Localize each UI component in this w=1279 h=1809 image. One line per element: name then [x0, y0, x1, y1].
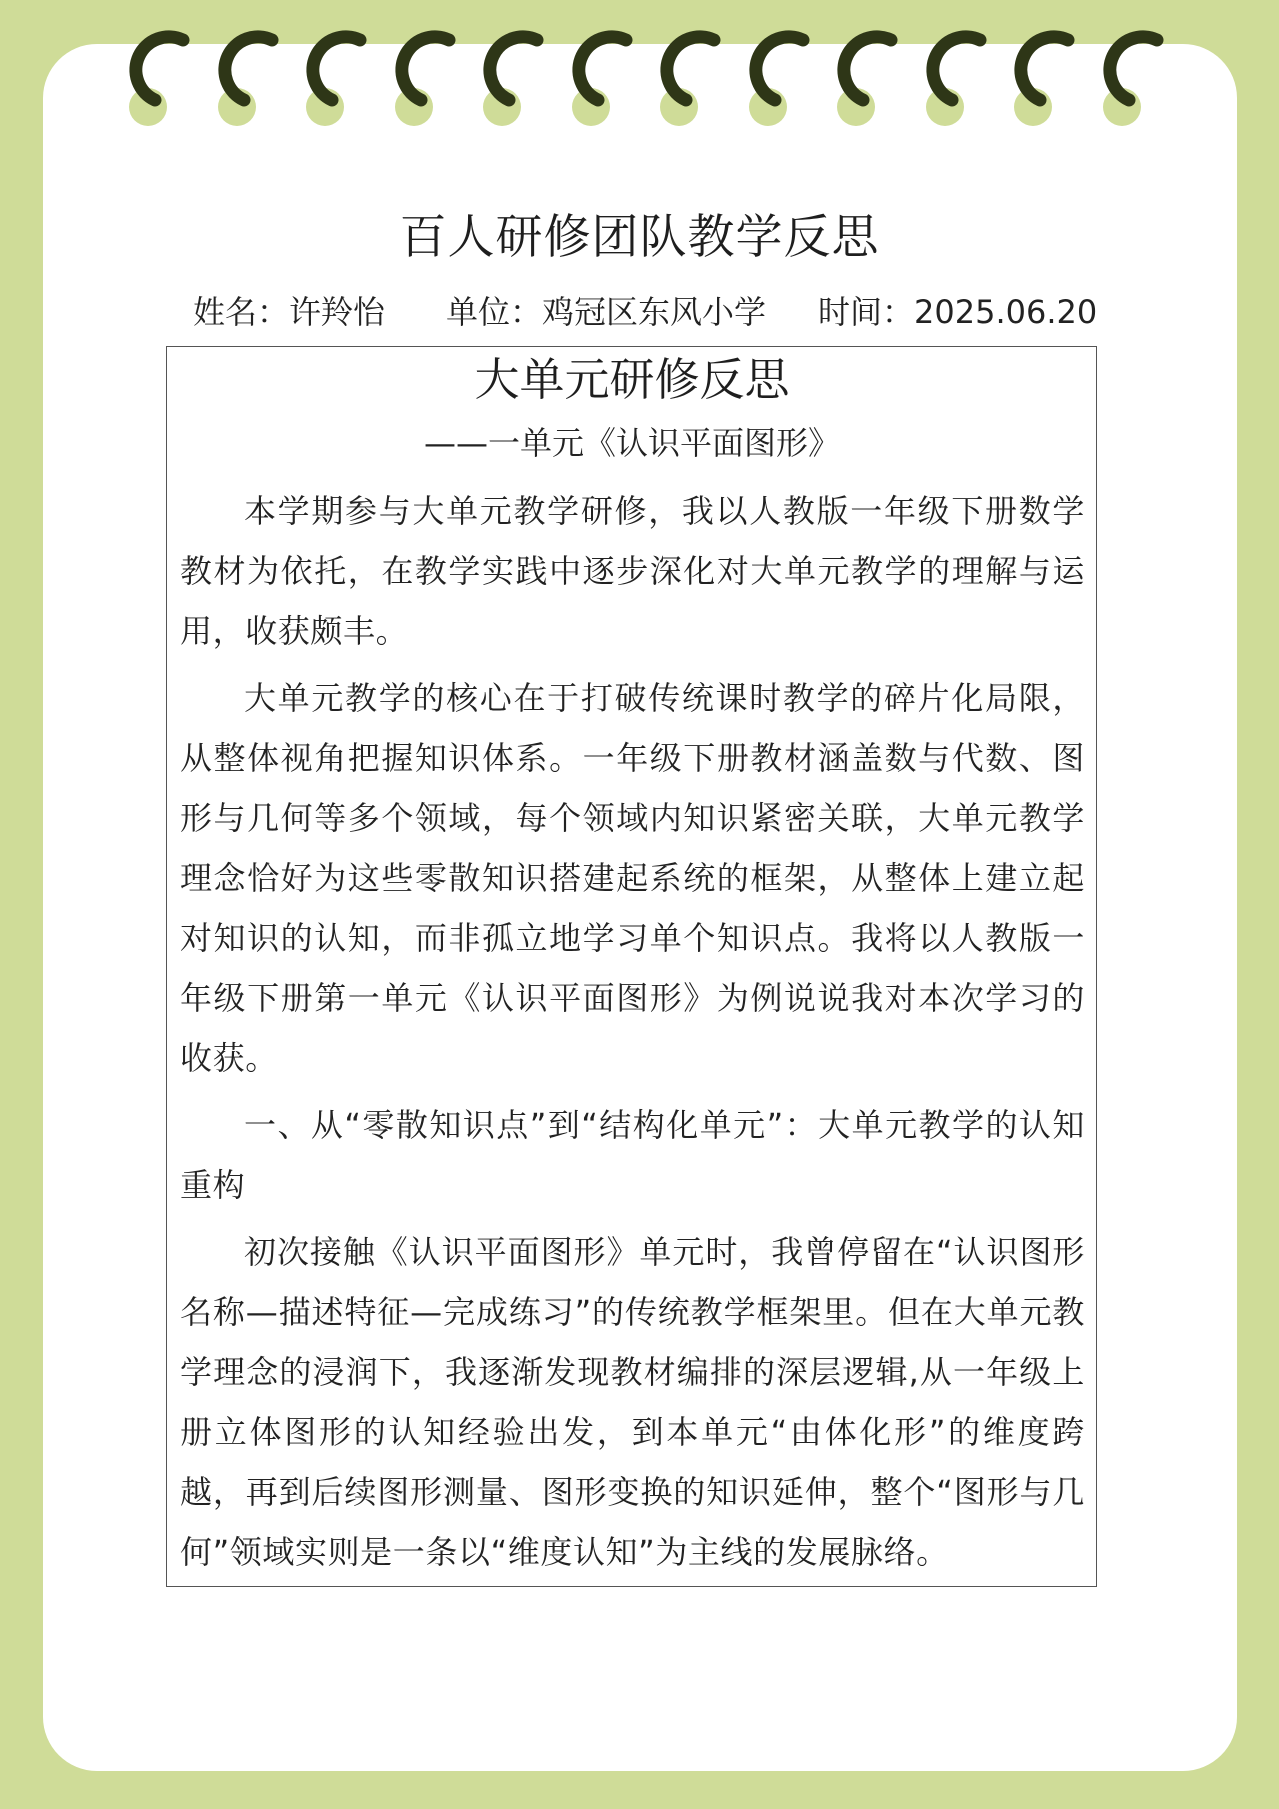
- spiral-ring-icon: [290, 22, 380, 132]
- spiral-ring-icon: [1087, 22, 1177, 132]
- spiral-ring-icon: [113, 22, 203, 132]
- spiral-ring-icon: [467, 22, 557, 132]
- paragraph: 大单元教学的核心在于打破传统课时教学的碎片化局限，从整体视角把握知识体系。一年级下册教材涵盖数与代数、图形与几何等多个领域，每个领域内知识紧密关联，大单元教学理念恰好为这些零散知识搭建起系统的框架，从整体上建立起对知识的认知，而非孤立地学习单个知识点。我将以人教版一年级下册第一单元《认识平面图形》为例说说我对本次学习的收获。: [180, 679, 1085, 1077]
- page-title: 百人研修团队教学反思: [399, 210, 880, 265]
- date: 时间：2025.06.20: [818, 293, 1098, 331]
- spiral-ring-icon: [910, 22, 1000, 132]
- spiral-ring-icon: [644, 22, 734, 132]
- spiral-ring-icon: [556, 22, 646, 132]
- spiral-ring-icon: [379, 22, 469, 132]
- spiral-ring-icon: [821, 22, 911, 132]
- reflection-title: 大单元研修反思: [474, 353, 790, 406]
- spiral-ring-icon: [998, 22, 1088, 132]
- reflection-subtitle: ——一单元《认识平面图形》: [423, 424, 840, 462]
- spiral-ring-icon: [733, 22, 823, 132]
- spiral-ring-icon: [202, 22, 292, 132]
- author-unit: 单位：鸡冠区东风小学: [446, 293, 767, 331]
- section-heading: 一、从“零散知识点”到“结构化单元”：大单元教学的认知重构: [180, 1106, 1085, 1204]
- paragraph: 初次接触《认识平面图形》单元时，我曾停留在“认识图形名称—描述特征—完成练习”的传统教学框架里。但在大单元教学理念的浸润下，我逐渐发现教材编排的深层逻辑,从一年级上册立体图形的认知经验出发，到本单元“由体化形”的维度跨越，再到后续图形测量、图形变换的知识延伸，整个“图形与几何”领域实则是一条以“维度认知”为主线的发展脉络。: [180, 1233, 1085, 1571]
- author-name: 姓名：许羚怡: [193, 293, 386, 331]
- reflection-body: [180, 481, 1085, 1589]
- paragraph: 本学期参与大单元教学研修，我以人教版一年级下册数学教材为依托，在教学实践中逐步深化对大单元教学的理解与运用，收获颇丰。: [180, 492, 1085, 650]
